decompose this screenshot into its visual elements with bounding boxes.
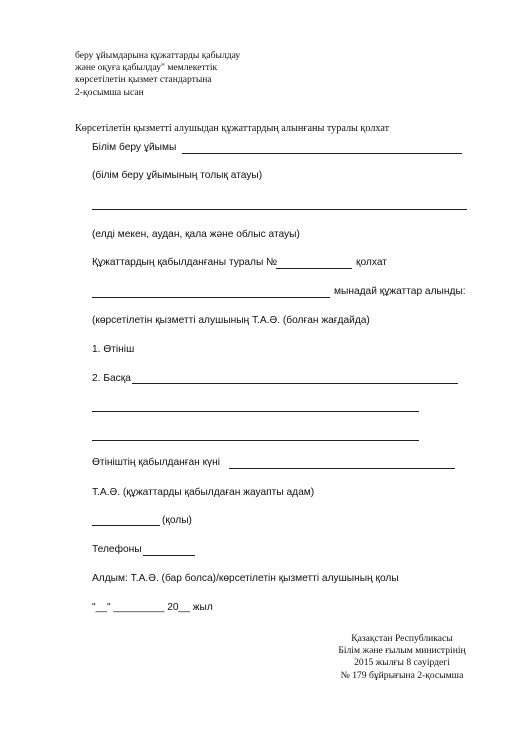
locality-hint: (елді мекен, аудан, қала және облыс атауы)	[92, 229, 300, 240]
header-line-1: беру ұйымдарына құжаттарды қабылдау	[75, 50, 241, 61]
date-line: "__" _________ 20__ жыл	[92, 602, 213, 613]
receipt-number-prefix: Құжаттардың қабылданғаны туралы №	[92, 257, 278, 268]
signature-label: (қолы)	[162, 515, 192, 526]
applicant-hint: (көрсетілетін қызметті алушының Т.А.Ә. (болған жағдайда)	[92, 315, 370, 326]
school-label: Білім беру ұйымы	[92, 142, 177, 153]
item-other: 2. Басқа	[92, 373, 131, 384]
received-by-label: Алдым: Т.А.Ә. (бар болса)/көрсетілетін қызметті алушының қолы	[92, 573, 399, 584]
phone-field-line[interactable]	[143, 555, 195, 556]
responsible-label: Т.А.Ә. (құжаттарды қабылдаған жауапты адам)	[92, 487, 315, 498]
other-field-line-3[interactable]	[92, 440, 419, 441]
receipt-number-field-line[interactable]	[276, 268, 352, 269]
school-field-line[interactable]	[182, 153, 462, 154]
header-line-3: көрсетілетін қызмет стандартына	[75, 74, 212, 86]
other-field-line-2[interactable]	[92, 411, 419, 412]
receipt-number-suffix: қолхат	[356, 257, 387, 268]
footer-line-4: № 179 бұйрығына 2-қосымша	[340, 669, 464, 681]
header-block	[75, 50, 240, 99]
signature-field-line[interactable]	[92, 525, 160, 526]
other-field-line-1[interactable]	[132, 383, 458, 384]
locality-field-line[interactable]	[92, 209, 467, 210]
acceptance-date-label: Өтініштің қабылданған күні	[92, 457, 221, 468]
footer-line-1: Қазақстан Республикасы	[351, 633, 453, 644]
receipt-title: Көрсетілетін қызметті алушыдан құжаттардың алынғаны туралы қолхат	[75, 123, 390, 134]
header-line-4: 2-қосымша ысан	[75, 86, 144, 98]
footer-line-2: Білім және ғылым министрінің	[338, 645, 466, 657]
footer-block	[327, 633, 477, 682]
applicant-name-field-line[interactable]	[92, 297, 330, 298]
docs-received-suffix: мынадай құжаттар алынды:	[334, 286, 466, 297]
phone-label: Телефоны	[92, 544, 142, 555]
school-hint: (білім беру ұйымының толық атауы)	[92, 170, 263, 181]
acceptance-date-field-line[interactable]	[229, 468, 455, 469]
footer-line-3: 2015 жылғы 8 сәуірдегі	[354, 657, 450, 669]
header-line-2: және оқуға қабылдау" мемлекеттік	[75, 62, 218, 74]
item-application: 1. Өтініш	[92, 344, 135, 355]
